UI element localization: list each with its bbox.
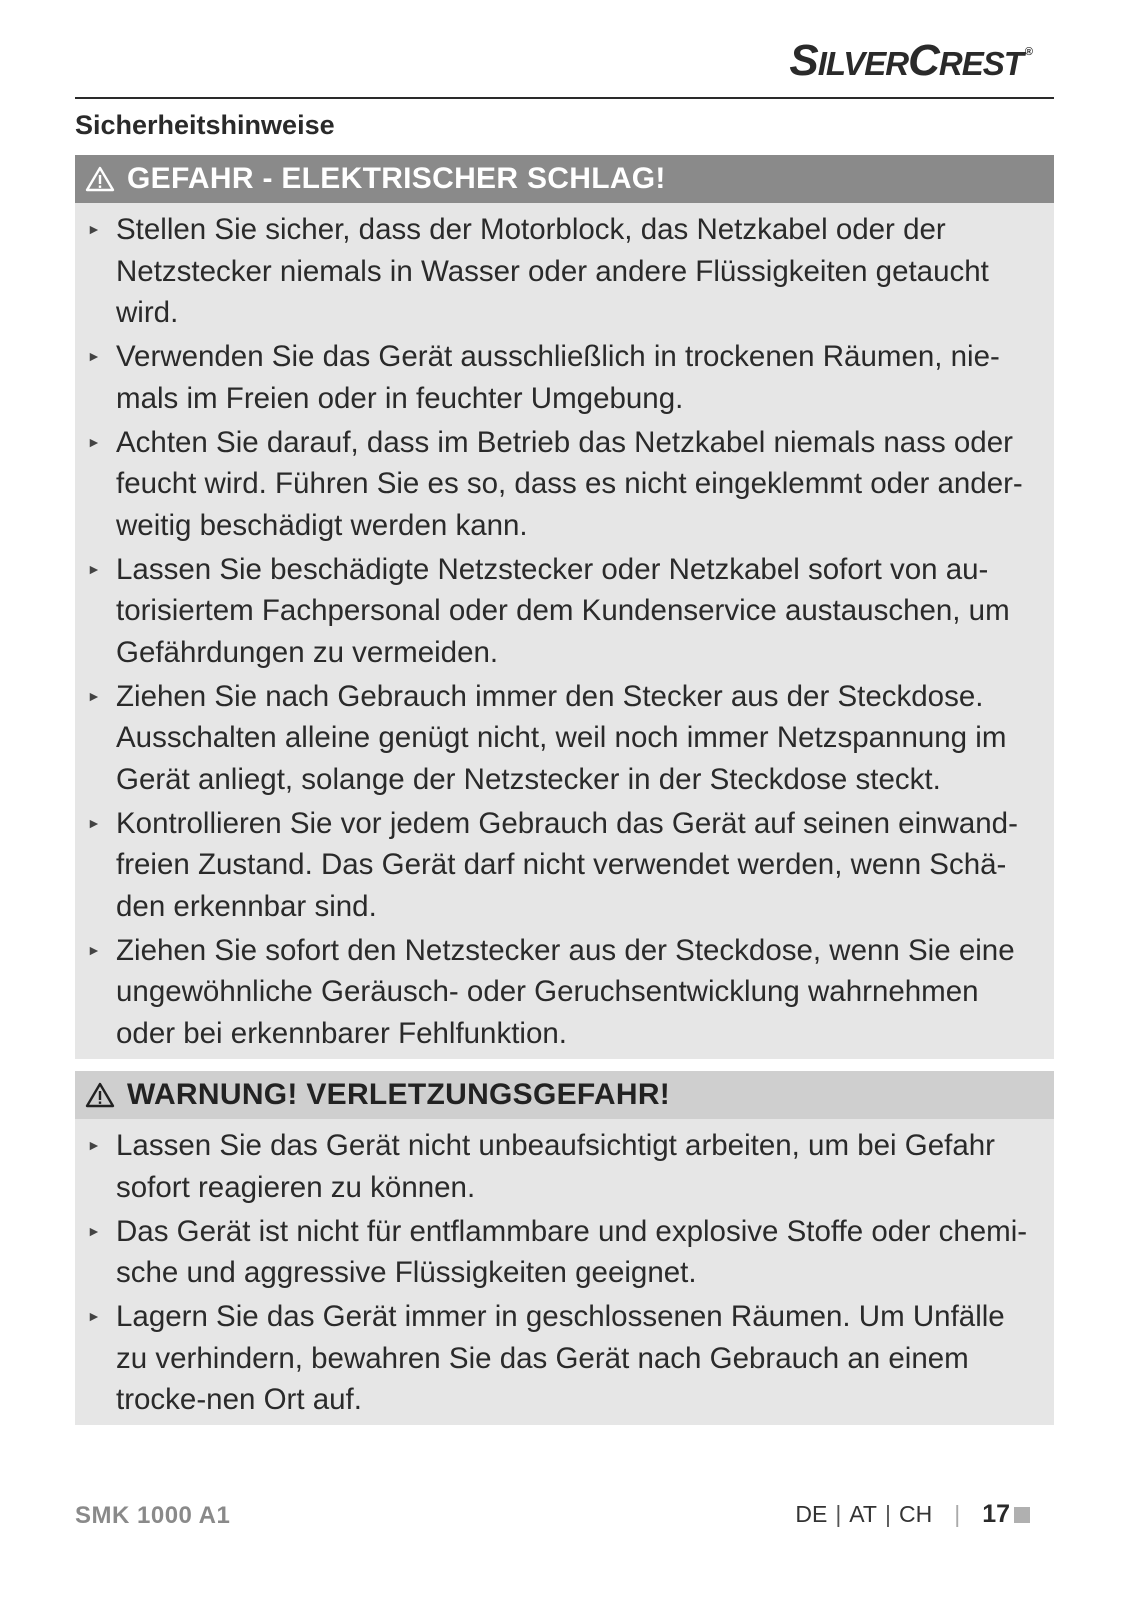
list-item-text: Lassen Sie beschädigte Netzstecker oder Netzkabel sofort von au-​torisiertem Fachpersonal oder dem Kundenservice austauschen, um Gefährdungen zu vermeiden.: [116, 552, 1010, 669]
list-item: [75, 209, 1054, 334]
footer-page-info: [795, 1500, 1030, 1529]
list-item: [75, 549, 1054, 674]
bullet-arrow-icon: ►: [87, 560, 101, 577]
warning-list: [75, 1119, 1054, 1425]
danger-header: [75, 155, 1054, 203]
list-item-text: Lagern Sie das Gerät immer in geschlossenen Räumen. Um Unfälle zu verhindern, bewahren Sie das Gerät nach Gebrauch an einem trocke-​nen Ort auf.: [116, 1300, 1005, 1416]
section-title: Sicherheitshinweise: [75, 110, 335, 140]
list-item: [75, 803, 1054, 928]
warning-triangle-icon: [85, 165, 115, 193]
list-item: [75, 422, 1054, 547]
danger-title: GEFAHR - ELEKTRISCHER SCHLAG!: [127, 162, 666, 195]
list-item: [75, 676, 1054, 801]
registered-mark: ®: [1024, 46, 1032, 58]
brand-logo: [789, 36, 1032, 86]
footer-lang-ch: CH: [898, 1501, 933, 1527]
danger-list: [75, 203, 1054, 1059]
list-item-text: Lassen Sie das Gerät nicht unbeaufsichtigt arbeiten, um bei Gefahr sofort reagieren zu können.: [116, 1129, 995, 1204]
header-rule: [75, 97, 1054, 99]
list-item: [75, 336, 1054, 419]
warning-title: WARNUNG! VERLETZUNGSGEFAHR!: [127, 1078, 671, 1111]
footer-separator: |: [884, 1501, 891, 1527]
bullet-arrow-icon: ►: [87, 1222, 101, 1239]
bullet-arrow-icon: ►: [87, 1137, 101, 1153]
footer-lang-de: DE: [795, 1501, 828, 1527]
page-number: 17: [982, 1500, 1010, 1528]
bullet-arrow-icon: ►: [87, 433, 101, 450]
list-item-text: Ziehen Sie sofort den Netzstecker aus der Steckdose, wenn Sie eine ungewöhnliche Geräusch- oder Geruchsentwicklung wahrnehmen oder bei erkennbarer Fehlfunktion.: [116, 933, 1015, 1050]
bullet-arrow-icon: ►: [87, 941, 101, 958]
bullet-arrow-icon: ►: [87, 814, 101, 831]
list-item: [75, 930, 1054, 1055]
danger-box: [75, 155, 1054, 1059]
bullet-arrow-icon: ►: [87, 687, 101, 704]
list-item-text: Kontrollieren Sie vor jedem Gebrauch das Gerät auf seinen einwand-​freien Zustand. Das Gerät darf nicht verwendet werden, wenn Schä-​den erkennbar sind.: [116, 806, 1018, 923]
warning-box: [75, 1071, 1054, 1425]
list-item-text: Stellen Sie sicher, dass der Motorblock, das Netzkabel oder der Netzstecker niemals in Wasser oder andere Flüssigkeiten getaucht wird.: [116, 213, 989, 329]
footer-lang-at: AT: [849, 1501, 877, 1527]
list-item: [75, 1125, 1054, 1208]
footer-model: SMK 1000 A1: [75, 1502, 231, 1529]
list-item: [75, 1211, 1054, 1294]
page-marker-square-icon: [1014, 1507, 1030, 1523]
bullet-arrow-icon: ►: [87, 348, 101, 364]
bullet-arrow-icon: ►: [87, 1308, 101, 1324]
brand-letter: S: [789, 36, 818, 85]
list-item-text: Das Gerät ist nicht für entflammbare und explosive Stoffe oder chemi-​sche und aggressive Flüssigkeiten geeignet.: [116, 1214, 1028, 1289]
footer-separator: |: [835, 1501, 842, 1527]
list-item-text: Ziehen Sie nach Gebrauch immer den Stecker aus der Steckdose. Ausschalten alleine genügt nicht, weil noch immer Netzspannung im Gerät anliegt, solange der Netzstecker in der Steckdose steckt.: [116, 679, 1007, 796]
list-item-text: Verwenden Sie das Gerät ausschließlich in trockenen Räumen, nie-​mals im Freien oder in feuchter Umgebung.: [116, 340, 1000, 415]
warning-header: [75, 1071, 1054, 1119]
bullet-arrow-icon: ►: [87, 221, 101, 237]
warning-triangle-icon: [85, 1081, 115, 1109]
list-item-text: Achten Sie darauf, dass im Betrieb das Netzkabel niemals nass oder feucht wird. Führen Sie es so, dass es nicht eingeklemmt oder ander-​weitig beschädigt werden kann.: [116, 425, 1023, 542]
brand-text: REST: [938, 45, 1023, 82]
footer-separator: |: [954, 1501, 961, 1527]
list-item: [75, 1296, 1054, 1421]
brand-text: ILVER: [817, 45, 909, 82]
brand-letter: C: [908, 36, 939, 85]
